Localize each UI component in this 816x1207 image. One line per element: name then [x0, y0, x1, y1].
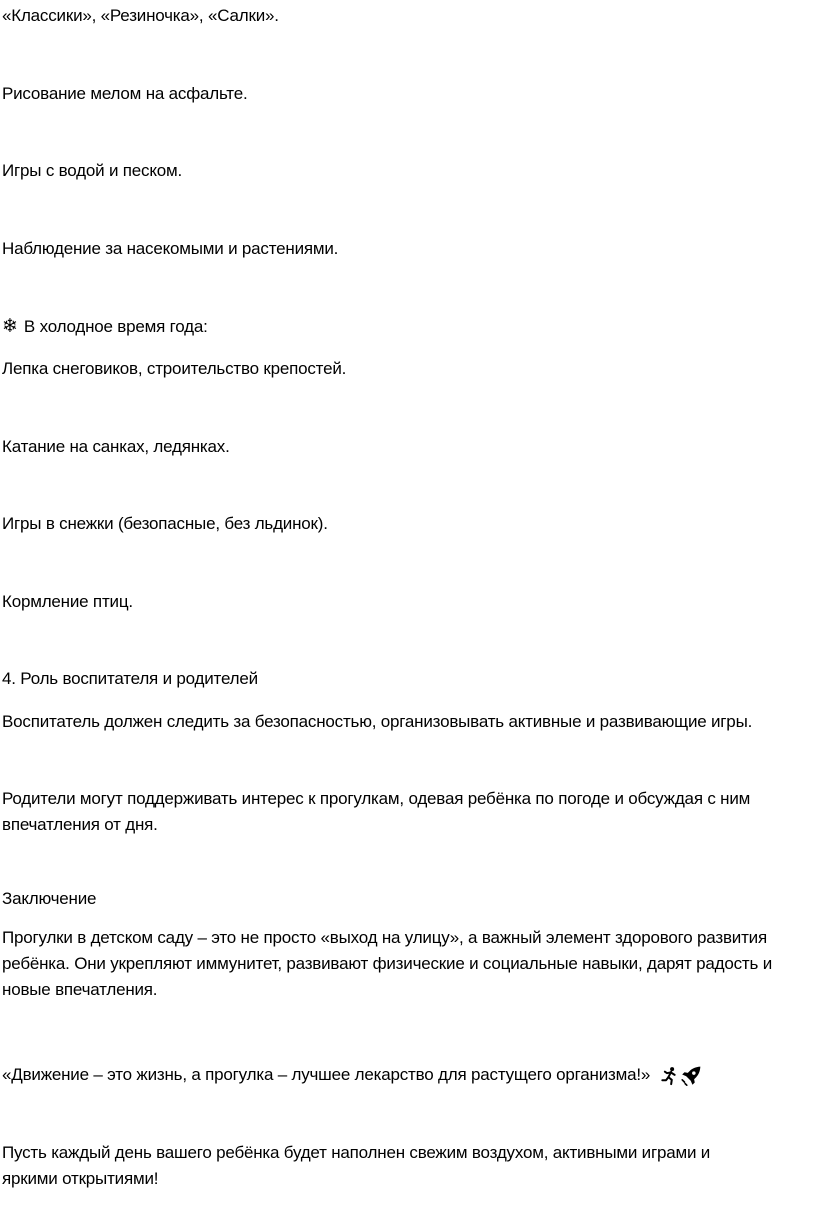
rocket-icon [680, 1063, 702, 1089]
doc-line: новые впечатления. [2, 980, 158, 999]
list-item-games-names [2, 3, 816, 29]
snowflake-icon: ❄ [2, 315, 18, 337]
doc-line: Заключение [2, 889, 97, 908]
doc-line: Игры с водой и песком. [2, 161, 183, 180]
doc-line: Игры в снежки (безопасные, без льдинок). [2, 514, 328, 533]
doc-line: Катание на санках, ледянках. [2, 437, 230, 456]
list-item-bird-feeding [2, 589, 816, 615]
paragraph-parents-role [2, 786, 816, 838]
list-item-sledding [2, 434, 816, 460]
paragraph-caregiver-role [2, 709, 816, 735]
paragraph-closing [2, 1140, 816, 1192]
doc-line [2, 313, 816, 340]
doc-line: Наблюдение за насекомыми и растениями. [2, 239, 339, 258]
doc-line: ребёнка. Они укрепляют иммунитет, развивают физические и социальные навыки, дарят радость и [2, 954, 772, 973]
doc-line [2, 1062, 816, 1089]
doc-line: Кормление птиц. [2, 592, 133, 611]
paragraph-quote [2, 1062, 816, 1089]
heading-conclusion [2, 886, 816, 912]
list-item-water-sand [2, 158, 816, 184]
list-item-observation [2, 236, 816, 262]
doc-line: впечатления от дня. [2, 815, 158, 834]
paragraph-conclusion [2, 925, 816, 1003]
doc-line: Воспитатель должен следить за безопасностью, организовывать активные и развивающие игры. [2, 712, 753, 731]
doc-line: Рисование мелом на асфальте. [2, 84, 248, 103]
heading-section-4 [2, 666, 816, 692]
doc-line: Прогулки в детском саду – это не просто «выход на улицу», а важный элемент здорового развития [2, 928, 767, 947]
runner-icon [659, 1063, 680, 1089]
heading-cold-season [2, 313, 816, 340]
doc-line: Лепка снеговиков, строительство крепостей. [2, 359, 347, 378]
doc-line: Родители могут поддерживать интерес к прогулкам, одевая ребёнка по погоде и обсуждая с ним [2, 789, 751, 808]
doc-line: 4. Роль воспитателя и родителей [2, 669, 258, 688]
list-item-snowballs [2, 511, 816, 537]
list-item-snowmen [2, 356, 816, 382]
heading-cold-season-label: В холодное время года: [23, 317, 208, 336]
doc-line: «Классики», «Резиночка», «Салки». [2, 6, 279, 25]
quote-emoji-group [659, 1063, 702, 1089]
doc-line: Пусть каждый день вашего ребёнка будет наполнен свежим воздухом, активными играми и [2, 1143, 711, 1162]
quote-text: «Движение – это жизнь, а прогулка – лучшее лекарство для растущего организма!» [2, 1065, 651, 1084]
list-item-chalk-drawing [2, 81, 816, 107]
doc-line: яркими открытиями! [2, 1169, 159, 1188]
